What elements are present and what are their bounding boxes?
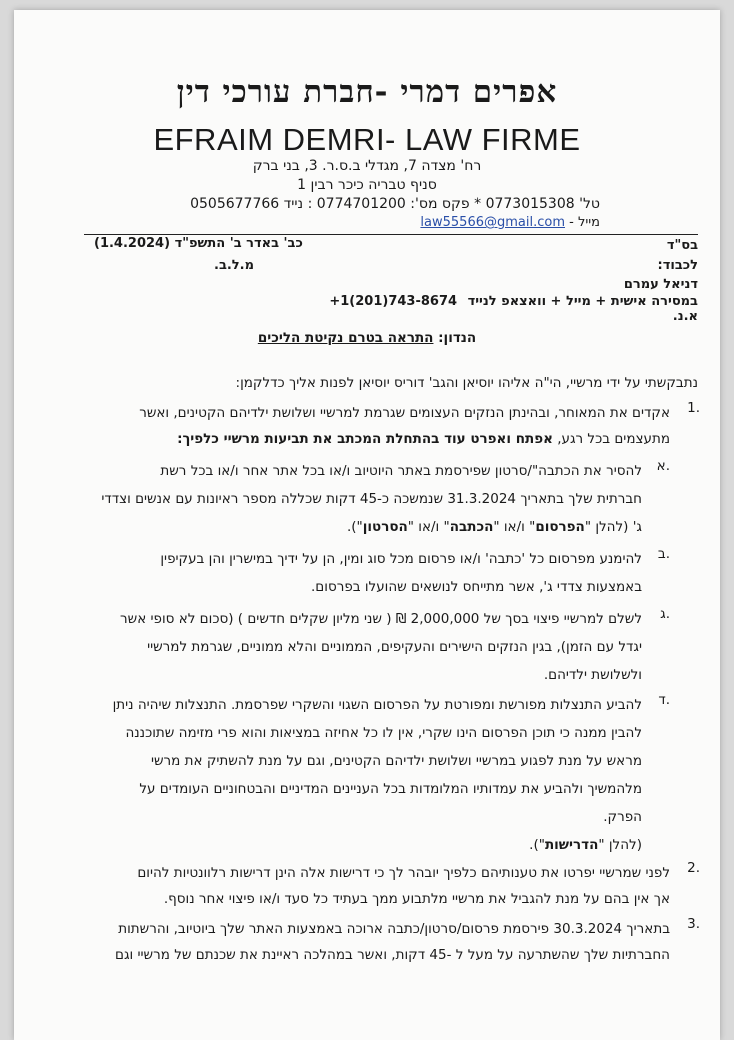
address-line-2: סניף טבריה כיכר רבין 1: [297, 177, 437, 193]
item-a-line-1: להסיר את הכתבה"/סרטון שפירסמת באתר היוטיוב ו/או בכל אתר אחר ו/או בכל רשת: [160, 463, 642, 479]
p1-line-2: [28, 426, 670, 452]
a3-f: הסרטון: [362, 519, 408, 535]
item-c-line-2: יגדל עם הזמן), בגין הנזקים הישירים והעקיפים, הממוניים והלא ממוניים, שגרמת למרשיי: [147, 639, 642, 655]
p1-line-2-a: מתעצמים בכל רגע,: [557, 431, 670, 447]
a3-d: הכתבה: [449, 519, 494, 535]
p1-number: 1.: [687, 400, 700, 416]
p3-line-2: החברתיות שלך שהשתרעה על מעל ל -45 דקות, ואשר במהלכה ראיינת את שכנתם של מרשיי וגם: [115, 947, 670, 963]
email-label: מייל -: [569, 215, 600, 230]
subject-text: התראה בטרם נקיטת הליכים: [257, 330, 434, 346]
req-b: הדרישות: [544, 837, 599, 853]
a3-a: ג' (להלן ": [584, 519, 642, 535]
item-d-line-5: הפרק.: [603, 809, 642, 825]
subject-label: הנדון:: [438, 330, 477, 346]
item-a-line-3: [28, 514, 642, 540]
delivery-method: במסירה אישית + מייל + וואצאפ לנייד: [467, 294, 698, 309]
firm-name-english: EFRAIM DEMRI- LAW FIRME: [153, 122, 581, 157]
p2-line-1: לפני שמרשיי יפרטו את טענותיהם כלפיך יובהר לך כי דרישות אלה הינן דרישות רלוונטיות להיום: [137, 865, 670, 881]
p1-line-1: אקדים את המאוחר, ובהינתן הנזקים העצומים שגרמת למרשיי ושלושת ילדיהם הקטינים, ואשר: [139, 405, 670, 421]
item-a-letter: א.: [656, 458, 670, 474]
a3-e: " ו/או ": [407, 519, 450, 535]
item-b-line-2: באמצעות צדדי ג', אשר מתייחס לנושאים שהועלו בפרסום.: [311, 579, 642, 595]
item-c-line-3: ולשלושת ילדיהם.: [543, 667, 642, 683]
address-line-1: רח' מצדה 7, מגדלי ב.ס.ר. 3, בני ברק: [252, 158, 482, 174]
p2-line-2: אך אין בהם על מנת להגביל את מרשיי מלתבוע ממך בעתיד כל סעד ו/או פיצוי אחר נוסף.: [163, 891, 670, 907]
requirements-definition: [28, 832, 642, 858]
a3-g: ").: [346, 519, 363, 535]
bsd-mark: בס"ד: [666, 238, 698, 253]
subject-line: [14, 330, 720, 346]
email-link[interactable]: law55566@gmail.com: [420, 215, 565, 230]
item-d-line-3: מראש על מנת לפגוע במרשיי ושלושת ילדיהם הקטינים, וגם על מנת להשתיק את מרשי: [150, 753, 642, 769]
item-d-letter: ד.: [658, 692, 670, 708]
item-d-line-1: להביע התנצלות מפורשת ומפורטת על הפרסום השגוי והשקרי שפרסמת. התנצלות שיהיה ניתן: [112, 697, 642, 713]
to-label: לכבוד:: [657, 258, 698, 273]
letter-page: [14, 10, 720, 1040]
req-a: (להלן ": [598, 837, 642, 853]
letter-date: כב' באדר ב' התשפ"ד (1.4.2024): [94, 236, 303, 251]
item-a-line-2: חברתית שלך בתאריך 31.3.2024 שנמשכה כ-45 דקות שכללה מספר ראיונות עם אנשים וצדדי: [101, 491, 642, 507]
item-c-line-1: לשלם למרשיי פיצוי בסך של 2,000,000 ₪ ( שני מליון שקלים חדשים ) (סכום לא סופי אשר: [120, 611, 642, 627]
header-divider: [84, 234, 698, 235]
email-line: [420, 215, 600, 230]
a3-c: " ו/או ": [493, 519, 536, 535]
mlb: מ.ל.ב.: [214, 258, 255, 273]
delivery-line: [329, 294, 698, 309]
req-c: ").: [529, 837, 545, 853]
p3-line-1: בתאריך 30.3.2024 פירסמת פרסום/סרטון/כתבה ארוכה באמצעות האתר שלך ביוטיוב, והרשתות: [118, 921, 670, 937]
item-c-letter: ג.: [660, 606, 670, 622]
p3-number: 3.: [687, 916, 700, 932]
firm-name-hebrew: אפרים דמרי -חברת עורכי דין: [176, 74, 558, 110]
item-d-line-4: מלהמשיך ולהביע את עמדותיו המלומדות בכל העניינים המדיניים והבטחוניים העומדים על: [139, 781, 642, 797]
an-greeting: א.נ.: [672, 309, 698, 324]
intro-paragraph: נתבקשתי על ידי מרשיי, הי"ה אליהו יוסיאן והגב' דוריס יוסיאן לפנות אליך כדלקמן:: [235, 375, 698, 391]
p1-line-2-b: אפתח ואפרט עוד בהתחלת המכתב את תביעות מרשיי כלפיך:: [177, 431, 553, 447]
recipient-phone: +1(201)743-8674: [329, 294, 458, 309]
recipient-name: דניאל עמרם: [623, 277, 698, 292]
item-b-line-1: להימנע מפרסום כל 'כתבה' ו/או פרסום מכל סוג ומין, הן על ידיך במישרין והן בעקיפין: [160, 551, 642, 567]
contact-line: טל' 0773015308 * פקס מס': 0774701200 : נייד 0505677766: [190, 196, 600, 212]
p2-number: 2.: [687, 860, 700, 876]
a3-b: הפרסום: [535, 519, 585, 535]
item-d-line-2: להבין ממנה כי תוכן הפרסום הינו שקרי, אין לו כל אחיזה במציאות והוא פרי מזימה שתוכננה: [125, 725, 642, 741]
item-b-letter: ב.: [657, 546, 670, 562]
